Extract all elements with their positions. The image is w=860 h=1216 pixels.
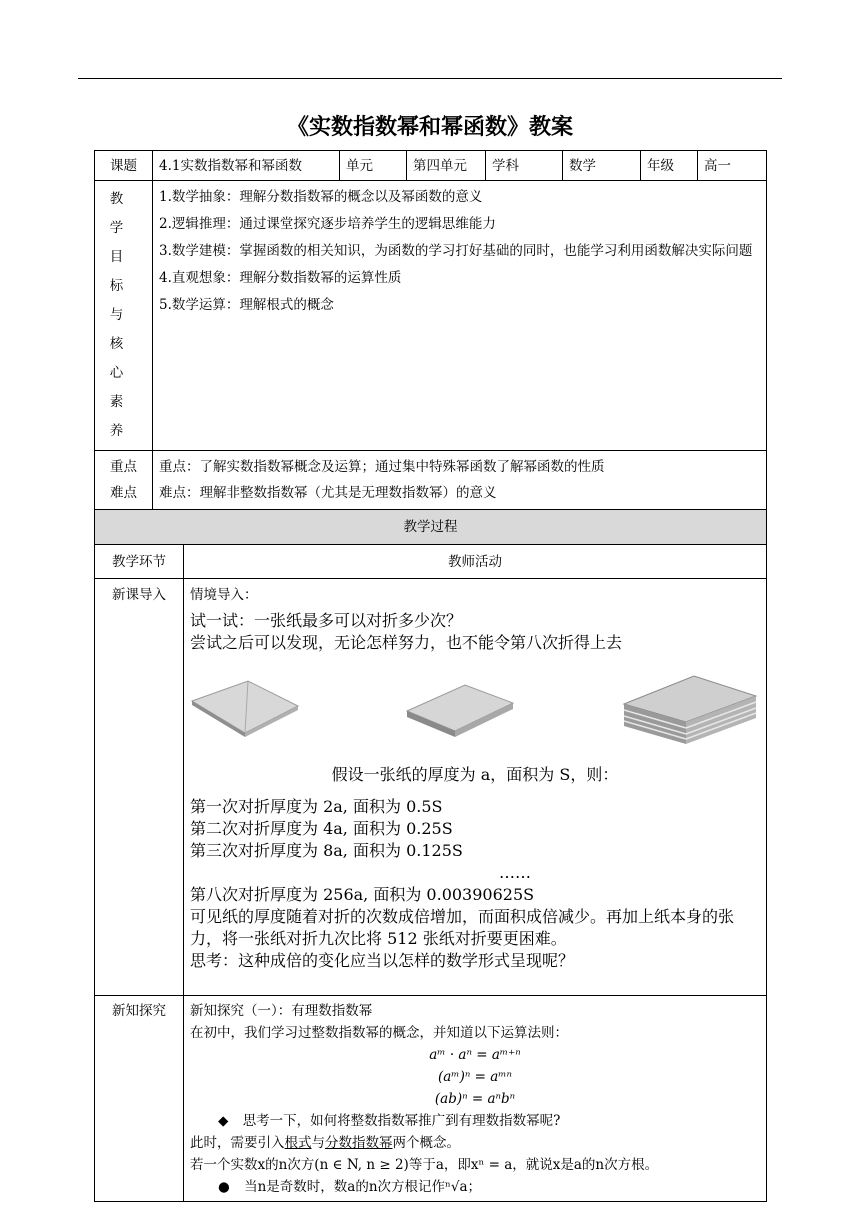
keypoints-content bbox=[153, 451, 767, 510]
unit-value: 第四单元 bbox=[407, 151, 486, 181]
goals-label-line: 养 bbox=[109, 423, 138, 439]
concept-intro-b: 与 bbox=[311, 1135, 325, 1151]
goals-label-line: 教学 bbox=[109, 191, 138, 236]
think-item bbox=[190, 1110, 760, 1132]
term-fractional-power: 分数指数幂 bbox=[325, 1135, 393, 1151]
subject-value: 数学 bbox=[563, 151, 641, 181]
explore-row bbox=[95, 996, 767, 1202]
activity-column-header: 教师活动 bbox=[184, 545, 767, 579]
paper-illustrations bbox=[190, 654, 760, 756]
process-heading: 教学过程 bbox=[95, 510, 767, 545]
goals-label-line: 目标 bbox=[109, 249, 138, 294]
subject-label: 学科 bbox=[486, 151, 563, 181]
goal-item: 4.直观想象：理解分数指数幂的运算性质 bbox=[159, 270, 402, 286]
concept-intro bbox=[190, 1132, 760, 1154]
keypoints-label bbox=[95, 451, 153, 510]
paper-fold-once-image bbox=[190, 671, 300, 741]
goals-row bbox=[95, 181, 767, 451]
concept-intro-c: 两个概念。 bbox=[392, 1135, 460, 1151]
concept-intro-a: 此时，需要引入 bbox=[190, 1135, 285, 1151]
rule-formula: (ab)ⁿ = aⁿbⁿ bbox=[434, 1091, 516, 1107]
goal-item: 2.逻辑推理：通过课堂探究逐步培养学生的逻辑思维能力 bbox=[159, 216, 496, 232]
odd-root-item bbox=[190, 1176, 760, 1198]
result-line: 尝试之后可以发现，无论怎样努力，也不能令第八次折得上去 bbox=[190, 633, 623, 652]
intro-stage: 新课导入 bbox=[95, 579, 184, 996]
grade-label: 年级 bbox=[641, 151, 698, 181]
fold-step: 第一次对折厚度为 2a, 面积为 0.5S bbox=[190, 797, 443, 816]
goals-content bbox=[153, 181, 767, 451]
diamond-bullet-icon: ◆ bbox=[218, 1113, 229, 1129]
process-heading-row bbox=[95, 510, 767, 545]
lesson-plan-table bbox=[94, 150, 767, 1202]
goal-item: 1.数学抽象：理解分数指数幂的概念以及幂函数的意义 bbox=[159, 189, 483, 205]
goal-item: 5.数学运算：理解根式的概念 bbox=[159, 297, 334, 313]
goals-label-line: 与核 bbox=[109, 307, 138, 352]
paper-fold-many-image bbox=[620, 666, 760, 746]
topic-label: 课题 bbox=[95, 151, 153, 181]
process-columns-row bbox=[95, 545, 767, 579]
stage-column-header: 教学环节 bbox=[95, 545, 184, 579]
header-rule bbox=[78, 78, 782, 79]
try-line: 试一试：一张纸最多可以对折多少次？ bbox=[190, 611, 463, 630]
explore-stage: 新知探究 bbox=[95, 996, 184, 1202]
ellipsis: …… bbox=[499, 863, 531, 882]
fold-step: 第三次对折厚度为 8a, 面积为 0.125S bbox=[190, 841, 463, 860]
recall-line: 在初中，我们学习过整数指数幂的概念，并知道以下运算法则： bbox=[190, 1025, 568, 1041]
topic-value: 4.1实数指数幂和幂函数 bbox=[153, 151, 340, 181]
dot-bullet-icon: ● bbox=[218, 1179, 230, 1195]
assumption-line: 假设一张纸的厚度为 a，面积为 S，则： bbox=[331, 765, 619, 784]
odd-root-text: 当n是奇数时，数a的n次方根记作ⁿ√a； bbox=[244, 1179, 482, 1195]
difficult-point: 难点：理解非整数指数幂（尤其是无理数指数幂）的意义 bbox=[159, 485, 497, 501]
unit-label: 单元 bbox=[340, 151, 407, 181]
key-point: 重点：了解实数指数幂概念及运算；通过集中特殊幂函数了解幂函数的性质 bbox=[159, 459, 605, 475]
rule-formula: (aᵐ)ⁿ = aᵐⁿ bbox=[437, 1069, 513, 1085]
fold-step: 第二次对折厚度为 4a, 面积为 0.25S bbox=[190, 819, 453, 838]
think-text: 思考一下，如何将整数指数幂推广到有理数指数幂呢? bbox=[242, 1113, 561, 1129]
keypoints-row bbox=[95, 451, 767, 510]
goal-item: 3.数学建模：掌握函数的相关知识，为函数的学习打好基础的同时，也能学习利用函数解决实际问题 bbox=[159, 243, 753, 259]
term-radical: 根式 bbox=[284, 1135, 312, 1151]
paper-fold-twice-image bbox=[405, 671, 515, 741]
goals-label-line: 心素 bbox=[109, 365, 138, 410]
intro-lead: 情境导入： bbox=[190, 587, 258, 603]
observation: 可见纸的厚度随着对折的次数成倍增加，而面积成倍减少。再加上纸本身的张力，将一张纸对折九次比将 512 张纸对折要更困难。 bbox=[190, 907, 735, 948]
header-row bbox=[95, 151, 767, 181]
intro-content bbox=[184, 579, 767, 996]
rule-formula: aᵐ · aⁿ = aᵐ⁺ⁿ bbox=[429, 1047, 521, 1063]
fold-step-eight: 第八次对折厚度为 256a, 面积为 0.00390625S bbox=[190, 885, 535, 904]
explore-subheading: 新知探究（一）：有理数指数幂 bbox=[190, 1003, 373, 1019]
keypoints-label-line: 重点 bbox=[110, 459, 137, 475]
think-question: 思考：这种成倍的变化应当以怎样的数学形式呈现呢？ bbox=[190, 951, 575, 970]
goals-label bbox=[95, 181, 153, 451]
document-title: 《实数指数幂和幂函数》教案 bbox=[286, 115, 573, 140]
intro-row bbox=[95, 579, 767, 996]
keypoints-label-line: 难点 bbox=[110, 485, 137, 501]
grade-value: 高一 bbox=[698, 151, 767, 181]
explore-content bbox=[184, 996, 767, 1202]
root-definition: 若一个实数x的n次方(n ∈ N, n ≥ 2)等于a，即xⁿ = a，就说x是a的n次方根。 bbox=[190, 1157, 659, 1173]
